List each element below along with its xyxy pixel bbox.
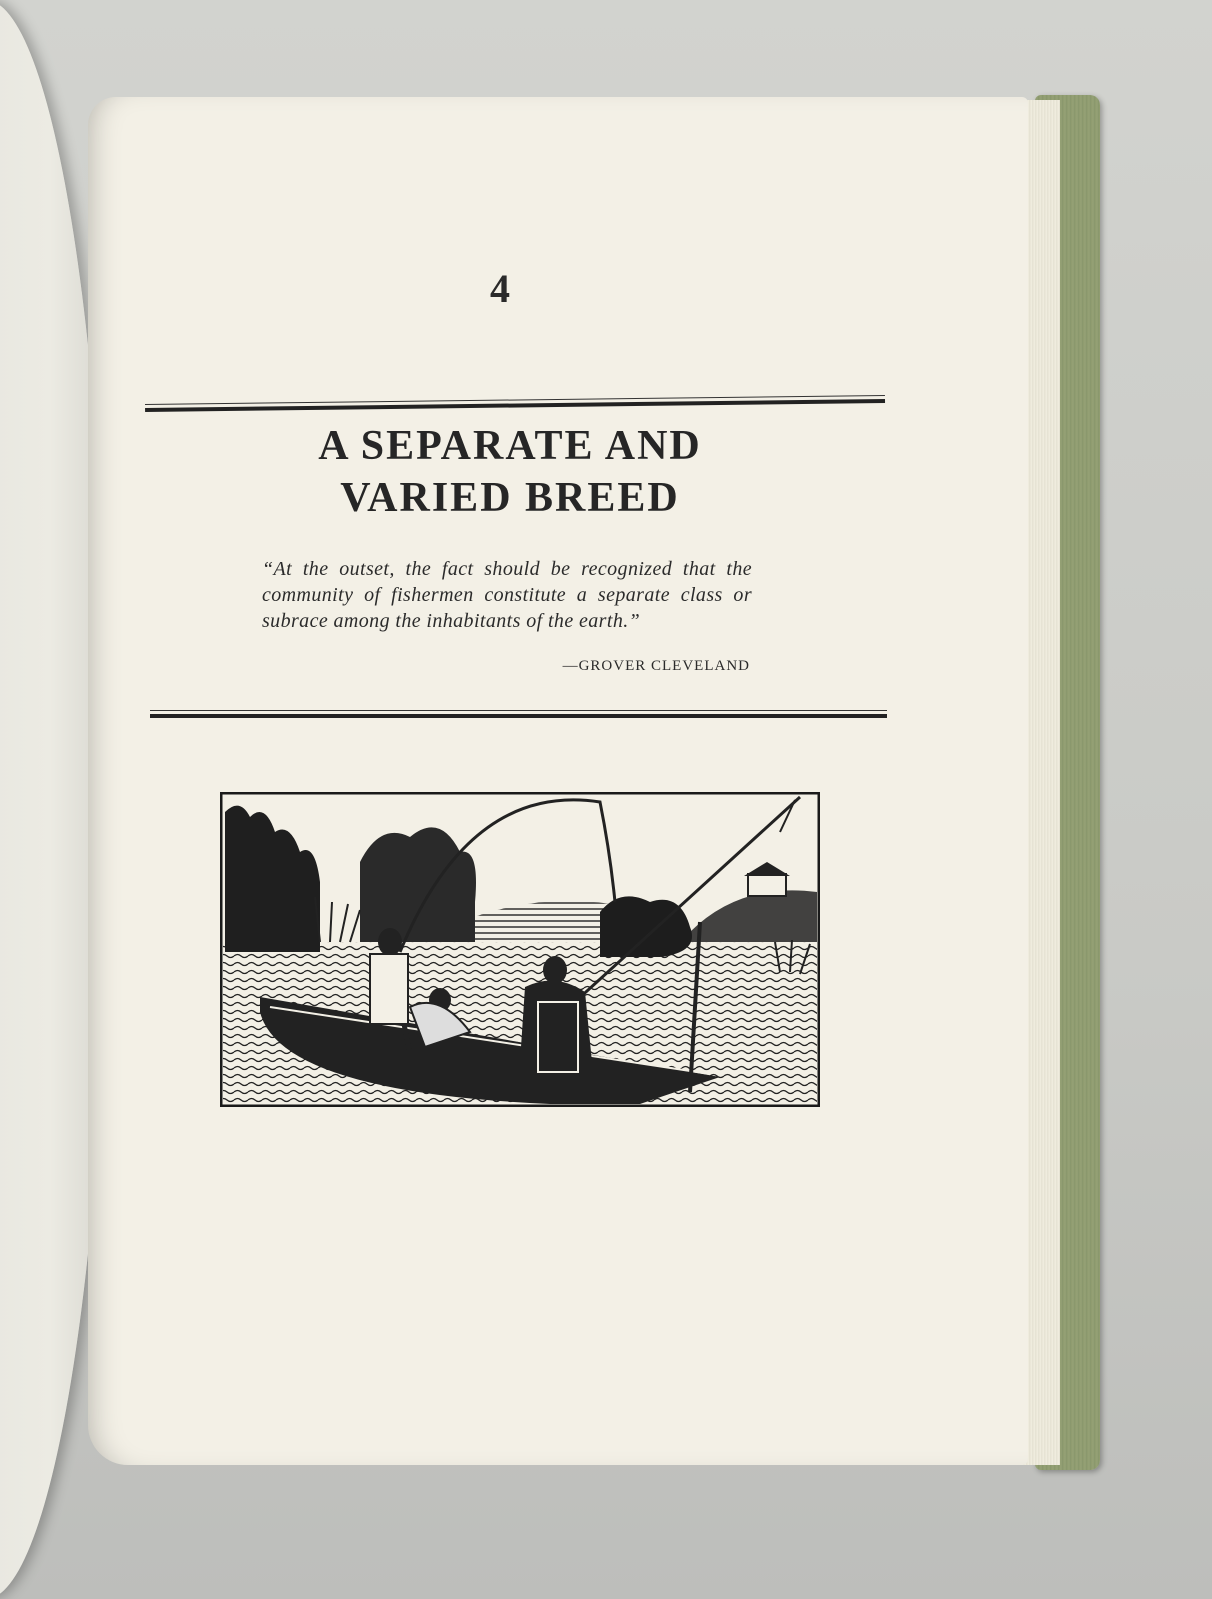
book-page	[88, 97, 1028, 1465]
epigraph-quote: “At the outset, the fact should be recognized that the community of fishermen constitute a separate class or subrace among the inhabitants of the earth.”	[262, 558, 752, 632]
bottom-rule	[150, 710, 887, 718]
chapter-title	[150, 420, 870, 524]
chapter-title-line-1: A SEPARATE AND	[318, 423, 702, 469]
woodcut-illustration	[220, 792, 820, 1107]
epigraph-attribution: —GROVER CLEVELAND	[562, 658, 750, 674]
chapter-number: 4	[490, 266, 510, 311]
chapter-title-line-2: VARIED BREED	[340, 475, 680, 521]
